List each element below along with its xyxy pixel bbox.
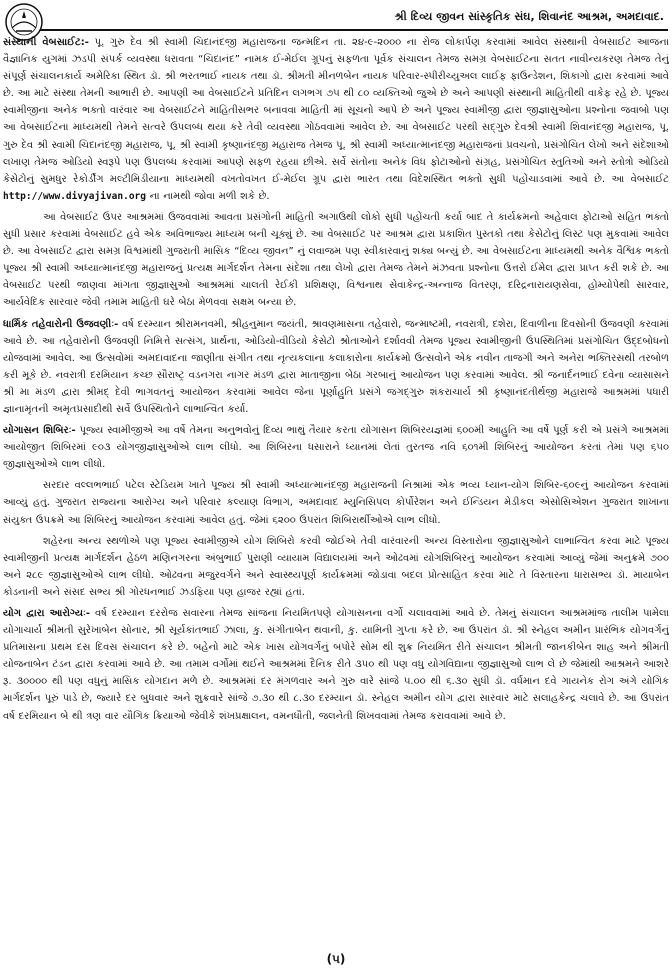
yoga-camp-paragraph-2: સરદાર વલ્લભભાઈ પટેલ સ્ટેડિયમ ખાતે પૂજ્ય શ્રી સ્વામી અધ્યાત્માનંદજી મહારાજની નિશ્રામાં એક ભવ્ય ધ્યાન-યોગ શિબિર-૬૦૯નું આયોજન કરવામાં આવ્યું હતું. ગુજરાત રાજ્યના આરોગ્ય અને પરિવાર કલ્યાણ વિભાગ, અમદાવાદ મ્યુનિસિપલ કોર્પોરેશન અને ઈન્ડિયન મેડીકલ એસોસિએશન ગુજરાત શાખાના સંયુક્ત ઉપક્રમે આ શિબિરનું આયોજન કરવામાં આવેલ હતું. જેમાં ૬૨૦૦ ઉપરાંત શિબિરાર્થીઓએ લાભ લીધો. xyxy=(3,480,669,526)
website-heading: સંસ્થાની વેબસાઈટ:- xyxy=(3,37,89,48)
yoga-health-paragraph xyxy=(3,605,669,725)
website-paragraph-2: આ વેબસાઈટ ઉપર આશ્રમમાં ઉજવવામાં આવતા પ્રસંગોની માહિતી અગાઉથી લોકો સુધી પહોંચતી કર્યા બાદ તે કાર્યક્રમનો અહેવાલ ફોટાઓ સહિત ભક્તો સુધી પ્રસાર કરવામાં વેબસાઈટ હવે એક અવિભાજ્ય માધ્યમ બની ચૂક્યું છે. આ વેબસાઈટ પર આશ્રમ દ્વારા પ્રકાશિત પુસ્તકો તથા કેસેટોનું લિસ્ટ પણ મુકવામાં આવેલ છે. આ વેબસાઈટ દ્વારા સમગ્ર વિશ્વમાંથી ગુજરાતી માસિક “દિવ્ય જીવન” નું લવાજમ પણ સ્વીકારવાનું શક્ય બન્યું છે. આ વેબસાઈટના માધ્યમથી અનેક વૈશ્વિક ભક્તો પૂજ્ય શ્રી સ્વામી અધ્યાત્માનંદજી મહારાજનું પ્રત્યક્ષ માર્ગદર્શન તેમના સંદેશા તથા લેખો દ્વારા તેમજ તેમને મંઝવતા પ્રશ્નોના ઉત્તરો ઈમેલ દ્વારા પ્રાપ્ત કરી શકે છે. આ વેબસાઈટ પરથી જાણવા માંગતા જીજ્ઞાસુઓ આશ્રમમાં ચાલતી રેઈકી પ્રશિક્ષણ, વિશ્વનાથ સેવાકેન્દ્ર-અન્નાજ વિતરણ, દરિદ્રનારાયણસેવા, હોમ્યોપેથી સારવાર, આર્યવેદિક સારવાર જેવી તમામ માહિતી ઘરે બેઠા મેળવવા સક્ષમ બન્યા છે. xyxy=(3,211,669,309)
website-text: પૂ. ગુરુ દેવ શ્રી સ્વામી ચિદાનંદજી મહારાજના જન્મદિન તા. ૨૪-૯-૨૦૦૦ ના રોજ લોકાર્પણ કરવામાં આવેલ સંસ્થાની વેબસાઈટ આજના વૈજ્ઞાનિક યુગમાં ઝડપી સંપર્ક વ્યવસ્થા ધરાવતા “ચિદાનંદ” નામક ઈ-મેઈલ ગ્રૂપનું સફળતા પૂર્વક સંચાલન તેમજ સમગ્ર વેબસાઈટના સતત નાવીન્યકરણ તેમજ તેનું સંપૂર્ણ સંચાલનકાર્ય અમેરિકા સ્થિત ડૉ. શ્રી ભરતભાઈ નાયક તથા ડૉ. શ્રીમતી મીનળબેન નાયક પરિવાર-સ્પીરીચ્યુઅલ લાઈફ ફાઉન્ડેશન, શિકાગો દ્વારા કરવામાં આવે છે. આ માટે સંસ્થા તેમની આભારી છે. આપણી આ વેબસાઈટને પ્રતિદિન લગભગ ૭૫ થી ૮૦ વ્યક્તિઓ જુએ છે અને આપણી સંસ્થાની માહિતીથી વાકેફ રહે છે. પૂજ્ય સ્વામીજીના અનેક ભક્તો વારંવાર આ વેબસાઈટને માહિતીસભર બનાવવા માહિતી માં સૂચનો આપે છે અને પૂજ્ય સ્વામીજી દ્વારા જીજ્ઞાસુઓના પ્રશ્નોના જવાબો પણ આ વેબસાઈટના માધ્યમથી તેમને સત્વરે ઉપલબ્ધ થયા કરે તેવી વ્યવસ્થા ગોઠવવામાં આવેલ છે. આ વેબસાઈટ પરથી સદ્‌ગુરુ દેવશ્રી સ્વામી શિવાનંદજી મહારાજ, પૂ. ગુરુ દેવ શ્રી સ્વામી ચિદાનંદજી મહારાજ, પૂ. શ્રી સ્વામી કૃષ્ણાનંદજી મહારાજ તેમજ પૂ. શ્રી સ્વામી અધ્યાત્માનંદજી મહારાજનાં પ્રવચનો, પ્રસંગોચિત લેખો અને સંદેશાઓ લખાણ તેમજ ઓડિયો સ્વરૂપે પણ ઉપલબ્ધ કરવામાં આપણે સફળ રહયા છીએ. સર્વે સંતોના અનેક વિધ ફોટાઓનો સંગ્રહ, પ્રસંગોચિત સ્તુતિઓ અને સ્તોત્રો ઓડિયો કેસેટોનું સુમધુર રેકોર્ડીંગ મલ્ટીમિડીયાના માધ્યમથી વખતોવખત ઈ-મેઈલ ગ્રૂપ દ્વારા ભારત તથા વિદેશસ્થિત ભક્તો સુધી પહોંચાડવામાં આવે છે. આ વેબસાઈટ xyxy=(3,37,669,185)
yoga-camp-heading: યોગાસન શિબિરઃ- xyxy=(3,425,76,437)
festivals-text: વર્ષ દરમ્યાન શ્રીરામનવમી, શ્રીહનુમાન જયંતી, શ્રાવણમાસના તહેવારો, જન્માષ્ટમી, નવરાત્રી, દશેરા, દિવાળીના દિવસોની ઉજવણી કરવામાં આવે છે. આ તહેવારોની ઉજવણી નિમિત્તે સત્સંગ, પ્રાર્થના, ઓડિયો-વીડિયો કેસેટો શ્રોતાઓને દર્શાવવી તેમજ પૂજ્ય સ્વામીજીની ઉપસ્થિતિમાં પ્રસંગોચિત ઉદ્દબોધનો યોજવામાં આવેલ. આ ઉત્સવોમાં અમદાવાદના જાણીતા સંગીત તથા નૃત્યકલાના કલાકારોના કાર્યક્રમો ઉત્સવોને એક નવીન તાજગી અને અનેરા ભક્તિરસથી તરબોળ કરી મૂકે છે. નવરાત્રી દરમિયાન કચ્છ સૌરાષ્ટ્ર વડનગરા નાગર મંડળ દ્વારા માતાજીના બેઠા ગરબાનું આયોજન પણ કરવામાં આવેલ. શ્રી જનાર્દનભાઈ દવેના વ્યાસાસને શ્રી મા મંડળ દ્વારા શ્રીમદ્ દેવી ભાગવતનું આયોજન કરવામાં આવેલ જેના પૂર્ણાહુતિ પ્રસંગે જગદ્ગુરુ શંકરાચાર્ય શ્રી કૃષ્ણાનંદતીર્થજી મહારાજે આશ્રમમાં પધારી જ્ઞાનામૃતની અમૃતપ્રસાદીથી સર્વે ઉપસ્થિતોને લાભાન્વિત કર્યા. xyxy=(3,318,669,415)
header-title: શ્રી દિવ્ય જીવન સાંસ્કૃતિક સંઘ, શિવાનંદ આશ્રમ, અમદાવાદ. xyxy=(394,10,664,23)
yoga-camp-text: પૂજ્ય સ્વામીજીએ આ વર્ષે તેમના અનુભવોનું દિવ્ય ભાથું તૈયાર કરતા યોગાસન શિબિરયજ્ઞમાં ૬૦૦મી આહુતિ આ વર્ષે પૂર્ણ કરી એ પ્રસંગે આશ્રમમાં આયોજીત શિબિરમાં ૯૦૩ યોગજીજ્ઞાસુઓએ લાભ લીધો. આ શિબિરના ધસારાને ધ્યાનમાં લેતાં તુરતજ નવિ ૬૦૧મી શિબિરનું આયોજન કરતાં તેમાં પણ ૬૫૦ જીજ્ઞાસુઓએ લાભ લીધો. xyxy=(3,425,669,471)
festivals-heading: ધાર્મિક તહેવારોની ઉજવણીઃ- xyxy=(3,318,119,330)
website-url: http://www.divyajivan.org xyxy=(3,190,146,202)
page-number: (૫) xyxy=(326,952,346,966)
festivals-paragraph xyxy=(3,316,669,419)
yoga-camp-paragraph-3: શહેરના અન્ય સ્થળોએ પણ પૂજ્ય સ્વામીજીએ યોગ શિબિરો કરવી જોઈએ તેવી વારંવારની અન્ય વિસ્તારોના જીજ્ઞાસુઓને લાભાન્વિત કરવા માટે પૂજ્ય સ્વામીજીની પ્રત્યક્ષ માર્ગદર્શન હેઠળ મણિનગરના અંબુભાઈ પુરાણી વ્યાયામ વિદ્યાલયમાં અને ઓઢવમાં યોગશિબિરનું આયોજન કરવામાં આવ્યું જેમાં અનુક્રમે ૭૦૦ અને ૨૮૯ જીજ્ઞાસુઓએ લાભ લીધો. ઓઢવના મજુરવર્ગને અને સ્વાસ્થ્યપૂર્ણ કાર્યક્રમમાં જોડાવા બદલ પ્રોત્સાહિત કરવા માટે તે વિસ્તારના ધારાસભ્ય ડૉ. માયાબેન કોડનાની અને સંસદ સભ્ય શ્રી ગોરધનભાઈ ઝડફિયા પણ હાજર રહ્યાં હતાં. xyxy=(3,535,669,598)
website-paragraph xyxy=(3,34,669,205)
yoga-health-text: વર્ષ દરમ્યાન દરરોજ સવારના તેમજ સાંજના નિયમિતપણે યોગાસનના વર્ગો ચલાવવામાં આવે છે. તેમનું સંચાલન આશ્રમમાંજ તાલીમ પામેલા યોગાચાર્ય શ્રીમતી સુરેખાબેન સોનાર, શ્રી સૂર્યકાંતભાઈ ઝાલા, કુ. સંગીતાબેન થવાની, કુ. યામિની ગુપ્તા કરે છે. આ ઉપરાંત ડૉ. શ્રી સ્નેહલ અમીન પ્રારંભિક યોગવર્ગનું પ્રતિમાસના પ્રથમ દસ દિવસ સંચાલન કરે છે. બહેનો માટે એક ખાસ યોગવર્ગનું બપોરે સોમ થી શુક્ર નિયમિત રીતે સંચાલન શ્રીમતી જાનકીબેન શાહ અને શ્રીમતી યોજનાબેન ટંડન દ્વારા કરવામાં આવે છે. આ તમામ વર્ગોમાં થઈને આશ્રમમાં દૈનિક રીતે ૩૫૦ થી પણ વધુ યોગવિદ્યાના જીજ્ઞાસુઓ લાભ લે છે જેમાંથી આશ્રમને આશરે રૂ. ૩૦૦૦૦ થી પણ વધુનું માસિક યોગદાન મળે છે. આશ્રમમાં દર મંગળવાર અને ગુરુ વારે સાંજે ૫.૦૦ થી ૬.૩૦ સુધી ડૉ. વર્ધમાન દવે ગાયનેક રોગ અંગે યોગિક માર્ગદર્શન પૂરું પાડે છે, જ્યારે દર બુધવાર અને શુક્રવારે સાંજે ૭.૩૦ થી ૮.૩૦ દરમ્યાન ડૉ. સ્નેહલ અમીન યોગ દ્વારા સારવાર માટે સલાહકેન્દ્ર ચલાવે છે. આ ઉપરાંત વર્ષ દરમિયાન બે થી ત્રણ વાર યૌગિક ક્રિયાઓ જેવીકે શંખપ્રક્ષાલન, વમનધૌતી, જલનેતી શિખવવામાં તેમજ કરાવવામાં આવે છે. xyxy=(3,608,669,722)
yoga-camp-paragraph xyxy=(3,422,669,473)
header-divider xyxy=(40,29,668,31)
document-body xyxy=(3,34,669,950)
website-text-tail: ના નામથી જોવા મળી શકે છે. xyxy=(149,190,270,202)
yoga-health-heading: યોગ દ્વારા આરોગ્યઃ- xyxy=(3,608,91,619)
